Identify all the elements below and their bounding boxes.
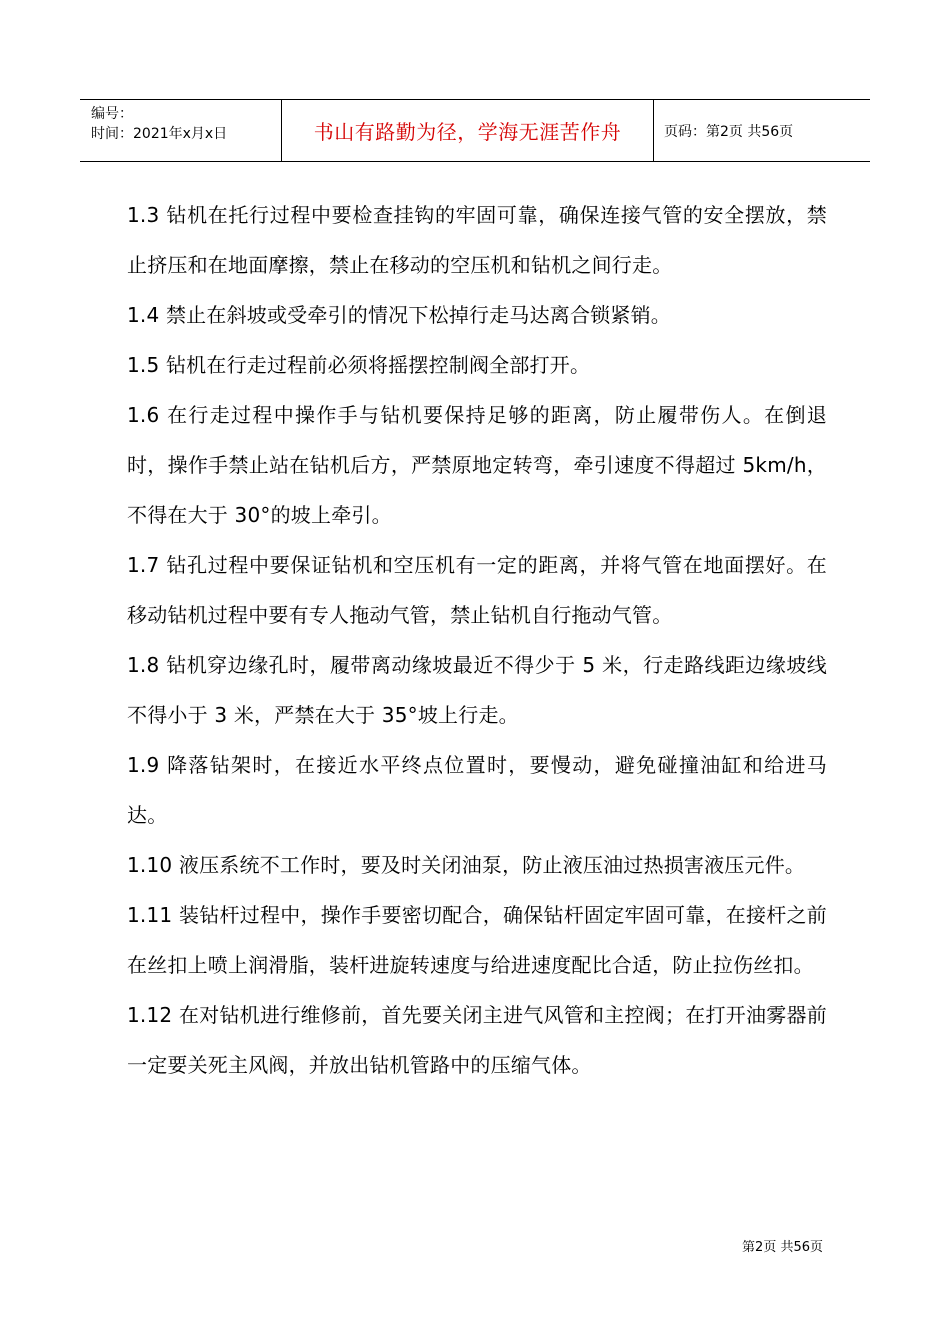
- document-body: [127, 190, 827, 1090]
- paragraph-1-4: 1.4 禁止在斜坡或受牵引的情况下松掉行走马达离合锁紧销。: [127, 303, 671, 327]
- header-slogan: 书山有路勤为径，学海无涯苦作舟: [313, 120, 622, 144]
- document-header: [80, 99, 870, 162]
- paragraph-1-6: 1.6 在行走过程中操作手与钻机要保持足够的距离，防止履带伤人。在倒退时，操作手禁止站在钻机后方，严禁原地定转弯，牵引速度不得超过 5km/h，不得在大于 30°的坡上牵引。: [127, 403, 827, 527]
- paragraph-1-5: 1.5 钻机在行走过程前必须将摇摆控制阀全部打开。: [127, 353, 591, 377]
- paragraph-1-3: 1.3 钻机在托行过程中要检查挂钩的牢固可靠，确保连接气管的安全摆放，禁止挤压和在地面摩擦，禁止在移动的空压机和钻机之间行走。: [127, 203, 827, 277]
- header-slogan-cell: [282, 100, 654, 161]
- header-page-info: 页码：第2页 共56页: [664, 123, 794, 140]
- paragraph-1-9: 1.9 降落钻架时，在接近水平终点位置时，要慢动，避免碰撞油缸和给进马达。: [127, 753, 827, 827]
- header-meta-cell: [80, 100, 282, 161]
- paragraph-1-7: 1.7 钻孔过程中要保证钻机和空压机有一定的距离，并将气管在地面摆好。在移动钻机过程中要有专人拖动气管，禁止钻机自行拖动气管。: [127, 553, 827, 627]
- paragraph-1-10: 1.10 液压系统不工作时，要及时关闭油泵，防止液压油过热损害液压元件。: [127, 853, 806, 877]
- paragraph-1-12: 1.12 在对钻机进行维修前，首先要关闭主进气风管和主控阀；在打开油雾器前一定要关死主风阀，并放出钻机管路中的压缩气体。: [127, 1003, 827, 1077]
- page-footer: 第2页 共56页: [742, 1240, 823, 1255]
- paragraph-1-11: 1.11 装钻杆过程中，操作手要密切配合，确保钻杆固定牢固可靠，在接杆之前在丝扣上喷上润滑脂，装杆进旋转速度与给进速度配比合适，防止拉伤丝扣。: [127, 903, 827, 977]
- document-time-label: 时间：2021年x月x日: [91, 126, 228, 142]
- paragraph-1-8: 1.8 钻机穿边缘孔时，履带离动缘坡最近不得少于 5 米，行走路线距边缘坡线不得小于 3 米，严禁在大于 35°坡上行走。: [127, 653, 827, 727]
- document-number-label: 编号：: [91, 106, 133, 122]
- header-page-cell: [654, 100, 870, 161]
